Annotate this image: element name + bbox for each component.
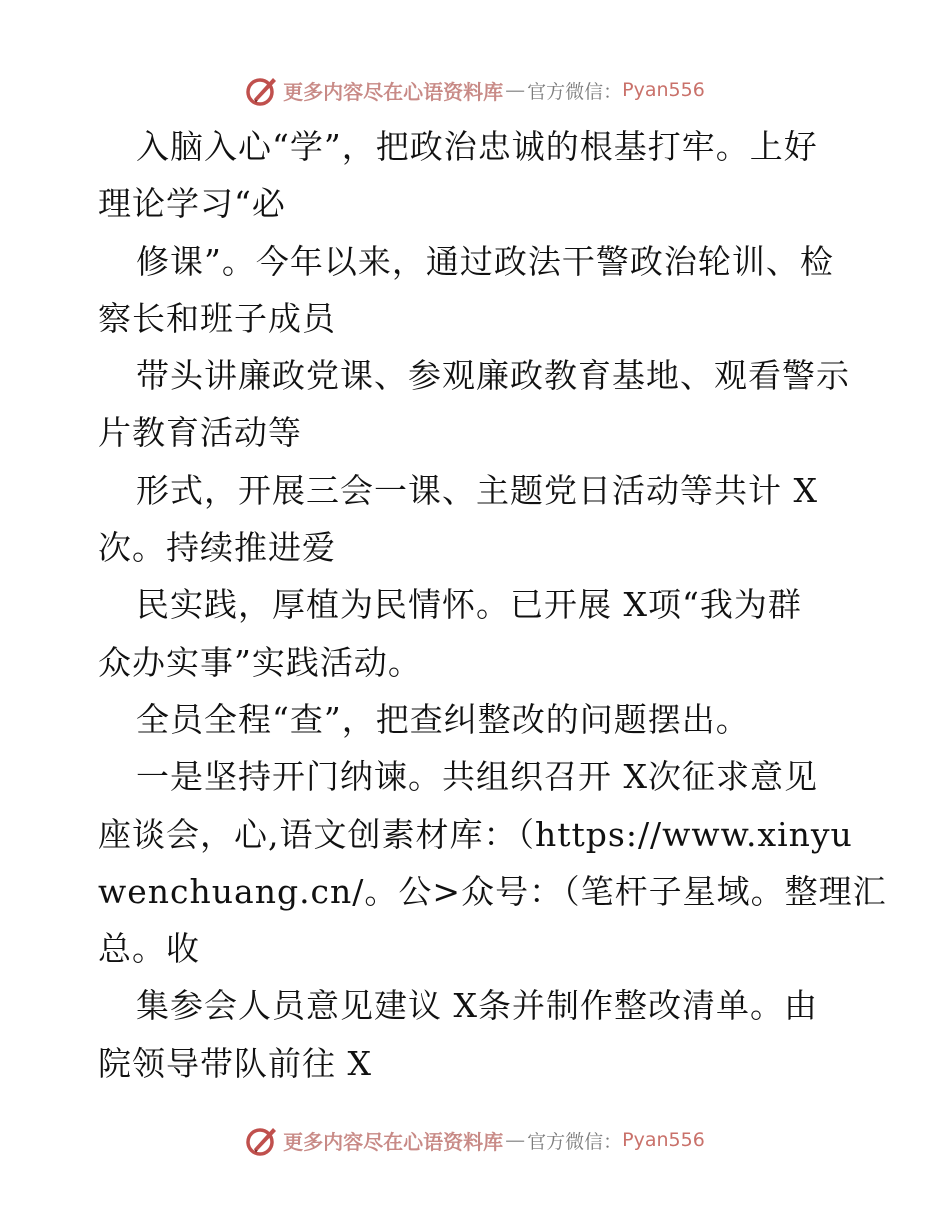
body-line: 总。收 — [98, 929, 200, 969]
body-line: 察长和班子成员 — [98, 298, 336, 338]
footer-banner — [0, 1120, 950, 1160]
wechat-id: Pyan556 — [622, 1129, 705, 1151]
body-line: 全员全程“查”，把查纠整改的问题摆出。 — [136, 699, 750, 739]
body-line: 院领导带队前往 X — [98, 1043, 372, 1083]
body-line: 一是坚持开门纳谏。共组织召开 X次征求意见 — [136, 757, 818, 797]
document-body — [98, 118, 887, 1092]
body-line: 入脑入心“学”，把政治忠诚的根基打牢。上好 — [136, 127, 818, 166]
body-line: 形式，开展三会一课、主题党日活动等共计 X — [136, 470, 818, 510]
wechat-label: 官方微信： — [527, 1130, 623, 1153]
body-line: 片教育活动等 — [98, 413, 302, 453]
banner-separator: — — [505, 78, 526, 102]
body-line: 修课”。今年以来，通过政法干警政治轮训、检 — [136, 241, 834, 281]
wechat-label: 官方微信： — [527, 80, 623, 103]
wechat-id: Pyan556 — [622, 79, 705, 101]
body-line: 众办实事”实践活动。 — [98, 642, 422, 682]
body-line: wenchuang.cn/。公>众号：（笔杆子星域。整理汇 — [98, 871, 887, 911]
body-line: 理论学习“必 — [98, 184, 286, 224]
body-line: 座谈会，心,语文创素材库：（https://www.xinyu — [98, 814, 853, 854]
quill-logo-icon — [245, 73, 279, 107]
banner-title: 更多内容尽在心语资料库 — [283, 79, 504, 104]
body-line: 集参会人员意见建议 X条并制作整改清单。由 — [136, 986, 818, 1026]
body-line: 带头讲廉政党课、参观廉政教育基地、观看警示 — [136, 356, 850, 396]
quill-logo-icon — [245, 1123, 279, 1157]
banner-separator: — — [505, 1128, 526, 1152]
header-banner — [0, 70, 950, 110]
body-line: 民实践，厚植为民情怀。已开展 X项“我为群 — [136, 585, 802, 625]
body-line: 次。持续推进爱 — [98, 528, 336, 568]
banner-title: 更多内容尽在心语资料库 — [283, 1129, 504, 1154]
